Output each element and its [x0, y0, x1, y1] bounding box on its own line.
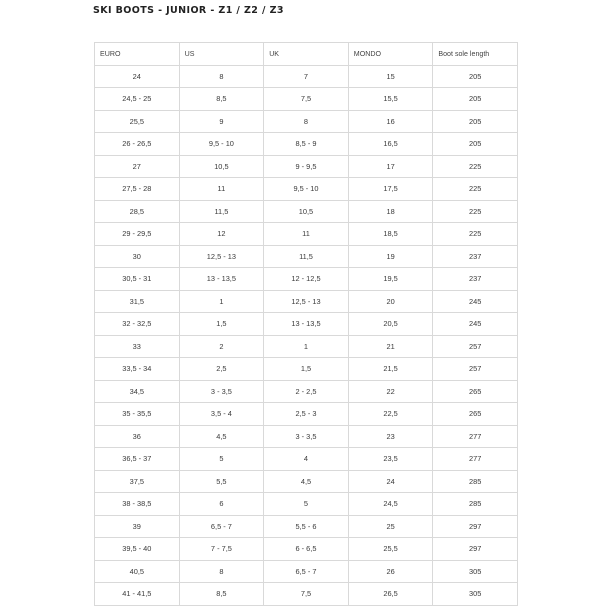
cell-us: 5,5	[179, 470, 264, 493]
cell-uk: 3 - 3,5	[264, 425, 349, 448]
table-row	[95, 425, 518, 448]
cell-euro: 33,5 - 34	[95, 358, 180, 381]
cell-mondo: 25,5	[348, 538, 433, 561]
cell-boot-sole-length: 265	[433, 403, 518, 426]
cell-mondo: 15,5	[348, 88, 433, 111]
cell-euro: 40,5	[95, 560, 180, 583]
cell-euro: 34,5	[95, 380, 180, 403]
cell-us: 4,5	[179, 425, 264, 448]
cell-boot-sole-length: 205	[433, 133, 518, 156]
cell-boot-sole-length: 237	[433, 268, 518, 291]
cell-uk: 4,5	[264, 470, 349, 493]
cell-us: 6	[179, 493, 264, 516]
table-row	[95, 290, 518, 313]
cell-us: 8,5	[179, 583, 264, 606]
cell-us: 3,5 - 4	[179, 403, 264, 426]
cell-us: 10,5	[179, 155, 264, 178]
cell-uk: 6 - 6,5	[264, 538, 349, 561]
cell-mondo: 19,5	[348, 268, 433, 291]
table-row	[95, 515, 518, 538]
cell-uk: 4	[264, 448, 349, 471]
cell-mondo: 22	[348, 380, 433, 403]
cell-us: 11,5	[179, 200, 264, 223]
cell-boot-sole-length: 237	[433, 245, 518, 268]
cell-mondo: 17	[348, 155, 433, 178]
cell-uk: 11,5	[264, 245, 349, 268]
cell-euro: 26 - 26,5	[95, 133, 180, 156]
cell-mondo: 22,5	[348, 403, 433, 426]
cell-euro: 24	[95, 65, 180, 88]
cell-euro: 27	[95, 155, 180, 178]
cell-euro: 36	[95, 425, 180, 448]
cell-mondo: 17,5	[348, 178, 433, 201]
cell-us: 2	[179, 335, 264, 358]
table-row	[95, 155, 518, 178]
cell-us: 2,5	[179, 358, 264, 381]
cell-uk: 9 - 9,5	[264, 155, 349, 178]
cell-uk: 8	[264, 110, 349, 133]
cell-boot-sole-length: 297	[433, 538, 518, 561]
cell-boot-sole-length: 205	[433, 65, 518, 88]
table-row	[95, 448, 518, 471]
cell-euro: 32 - 32,5	[95, 313, 180, 336]
cell-uk: 12 - 12,5	[264, 268, 349, 291]
cell-boot-sole-length: 277	[433, 425, 518, 448]
cell-euro: 38 - 38,5	[95, 493, 180, 516]
table-row	[95, 403, 518, 426]
table-row	[95, 200, 518, 223]
cell-mondo: 23,5	[348, 448, 433, 471]
cell-uk: 10,5	[264, 200, 349, 223]
cell-mondo: 25	[348, 515, 433, 538]
cell-mondo: 15	[348, 65, 433, 88]
cell-mondo: 16	[348, 110, 433, 133]
cell-uk: 13 - 13,5	[264, 313, 349, 336]
cell-euro: 37,5	[95, 470, 180, 493]
cell-uk: 7,5	[264, 88, 349, 111]
cell-uk: 1	[264, 335, 349, 358]
cell-uk: 9,5 - 10	[264, 178, 349, 201]
cell-uk: 7,5	[264, 583, 349, 606]
cell-us: 8	[179, 65, 264, 88]
cell-euro: 39,5 - 40	[95, 538, 180, 561]
cell-euro: 29 - 29,5	[95, 223, 180, 246]
page-title: SKI BOOTS - JUNIOR - Z1 / Z2 / Z3	[93, 5, 284, 16]
cell-mondo: 23	[348, 425, 433, 448]
cell-us: 7 - 7,5	[179, 538, 264, 561]
header-uk: UK	[264, 43, 349, 66]
cell-mondo: 16,5	[348, 133, 433, 156]
cell-us: 9,5 - 10	[179, 133, 264, 156]
cell-uk: 5	[264, 493, 349, 516]
cell-mondo: 18	[348, 200, 433, 223]
header-boot-sole-length: Boot sole length	[433, 43, 518, 66]
cell-uk: 2 - 2,5	[264, 380, 349, 403]
header-us: US	[179, 43, 264, 66]
cell-mondo: 21	[348, 335, 433, 358]
table-row	[95, 178, 518, 201]
cell-us: 1	[179, 290, 264, 313]
cell-euro: 41 - 41,5	[95, 583, 180, 606]
cell-boot-sole-length: 285	[433, 493, 518, 516]
table-row	[95, 133, 518, 156]
cell-mondo: 24,5	[348, 493, 433, 516]
cell-uk: 1,5	[264, 358, 349, 381]
cell-boot-sole-length: 305	[433, 560, 518, 583]
cell-mondo: 26,5	[348, 583, 433, 606]
cell-uk: 2,5 - 3	[264, 403, 349, 426]
cell-euro: 28,5	[95, 200, 180, 223]
table-row	[95, 470, 518, 493]
size-chart-table	[94, 42, 518, 606]
cell-uk: 11	[264, 223, 349, 246]
cell-us: 3 - 3,5	[179, 380, 264, 403]
cell-boot-sole-length: 257	[433, 358, 518, 381]
cell-us: 1,5	[179, 313, 264, 336]
cell-uk: 6,5 - 7	[264, 560, 349, 583]
cell-euro: 36,5 - 37	[95, 448, 180, 471]
table-row	[95, 358, 518, 381]
cell-euro: 33	[95, 335, 180, 358]
cell-uk: 8,5 - 9	[264, 133, 349, 156]
cell-mondo: 21,5	[348, 358, 433, 381]
cell-us: 12	[179, 223, 264, 246]
table-row	[95, 538, 518, 561]
cell-us: 13 - 13,5	[179, 268, 264, 291]
cell-boot-sole-length: 265	[433, 380, 518, 403]
cell-boot-sole-length: 245	[433, 313, 518, 336]
table-row	[95, 493, 518, 516]
table-row	[95, 313, 518, 336]
cell-us: 5	[179, 448, 264, 471]
cell-us: 8,5	[179, 88, 264, 111]
cell-mondo: 18,5	[348, 223, 433, 246]
cell-mondo: 20	[348, 290, 433, 313]
cell-boot-sole-length: 225	[433, 155, 518, 178]
table-row	[95, 65, 518, 88]
cell-boot-sole-length: 225	[433, 200, 518, 223]
cell-us: 12,5 - 13	[179, 245, 264, 268]
cell-boot-sole-length: 297	[433, 515, 518, 538]
table-row	[95, 380, 518, 403]
header-mondo: MONDO	[348, 43, 433, 66]
cell-uk: 12,5 - 13	[264, 290, 349, 313]
cell-us: 11	[179, 178, 264, 201]
cell-us: 6,5 - 7	[179, 515, 264, 538]
cell-mondo: 24	[348, 470, 433, 493]
cell-boot-sole-length: 277	[433, 448, 518, 471]
table-row	[95, 583, 518, 606]
table-row	[95, 560, 518, 583]
cell-boot-sole-length: 285	[433, 470, 518, 493]
cell-boot-sole-length: 305	[433, 583, 518, 606]
header-euro: EURO	[95, 43, 180, 66]
cell-boot-sole-length: 257	[433, 335, 518, 358]
cell-boot-sole-length: 205	[433, 110, 518, 133]
table-header-row	[95, 43, 518, 66]
cell-mondo: 19	[348, 245, 433, 268]
cell-euro: 24,5 - 25	[95, 88, 180, 111]
table-row	[95, 88, 518, 111]
cell-boot-sole-length: 245	[433, 290, 518, 313]
table-body	[95, 65, 518, 605]
table-row	[95, 335, 518, 358]
cell-mondo: 20,5	[348, 313, 433, 336]
cell-euro: 35 - 35,5	[95, 403, 180, 426]
cell-euro: 39	[95, 515, 180, 538]
table-row	[95, 223, 518, 246]
cell-boot-sole-length: 205	[433, 88, 518, 111]
cell-us: 8	[179, 560, 264, 583]
cell-euro: 31,5	[95, 290, 180, 313]
cell-mondo: 26	[348, 560, 433, 583]
table-row	[95, 245, 518, 268]
cell-euro: 30	[95, 245, 180, 268]
cell-euro: 30,5 - 31	[95, 268, 180, 291]
cell-boot-sole-length: 225	[433, 223, 518, 246]
table-row	[95, 110, 518, 133]
cell-uk: 5,5 - 6	[264, 515, 349, 538]
table-row	[95, 268, 518, 291]
cell-uk: 7	[264, 65, 349, 88]
cell-euro: 27,5 - 28	[95, 178, 180, 201]
cell-euro: 25,5	[95, 110, 180, 133]
cell-boot-sole-length: 225	[433, 178, 518, 201]
cell-us: 9	[179, 110, 264, 133]
